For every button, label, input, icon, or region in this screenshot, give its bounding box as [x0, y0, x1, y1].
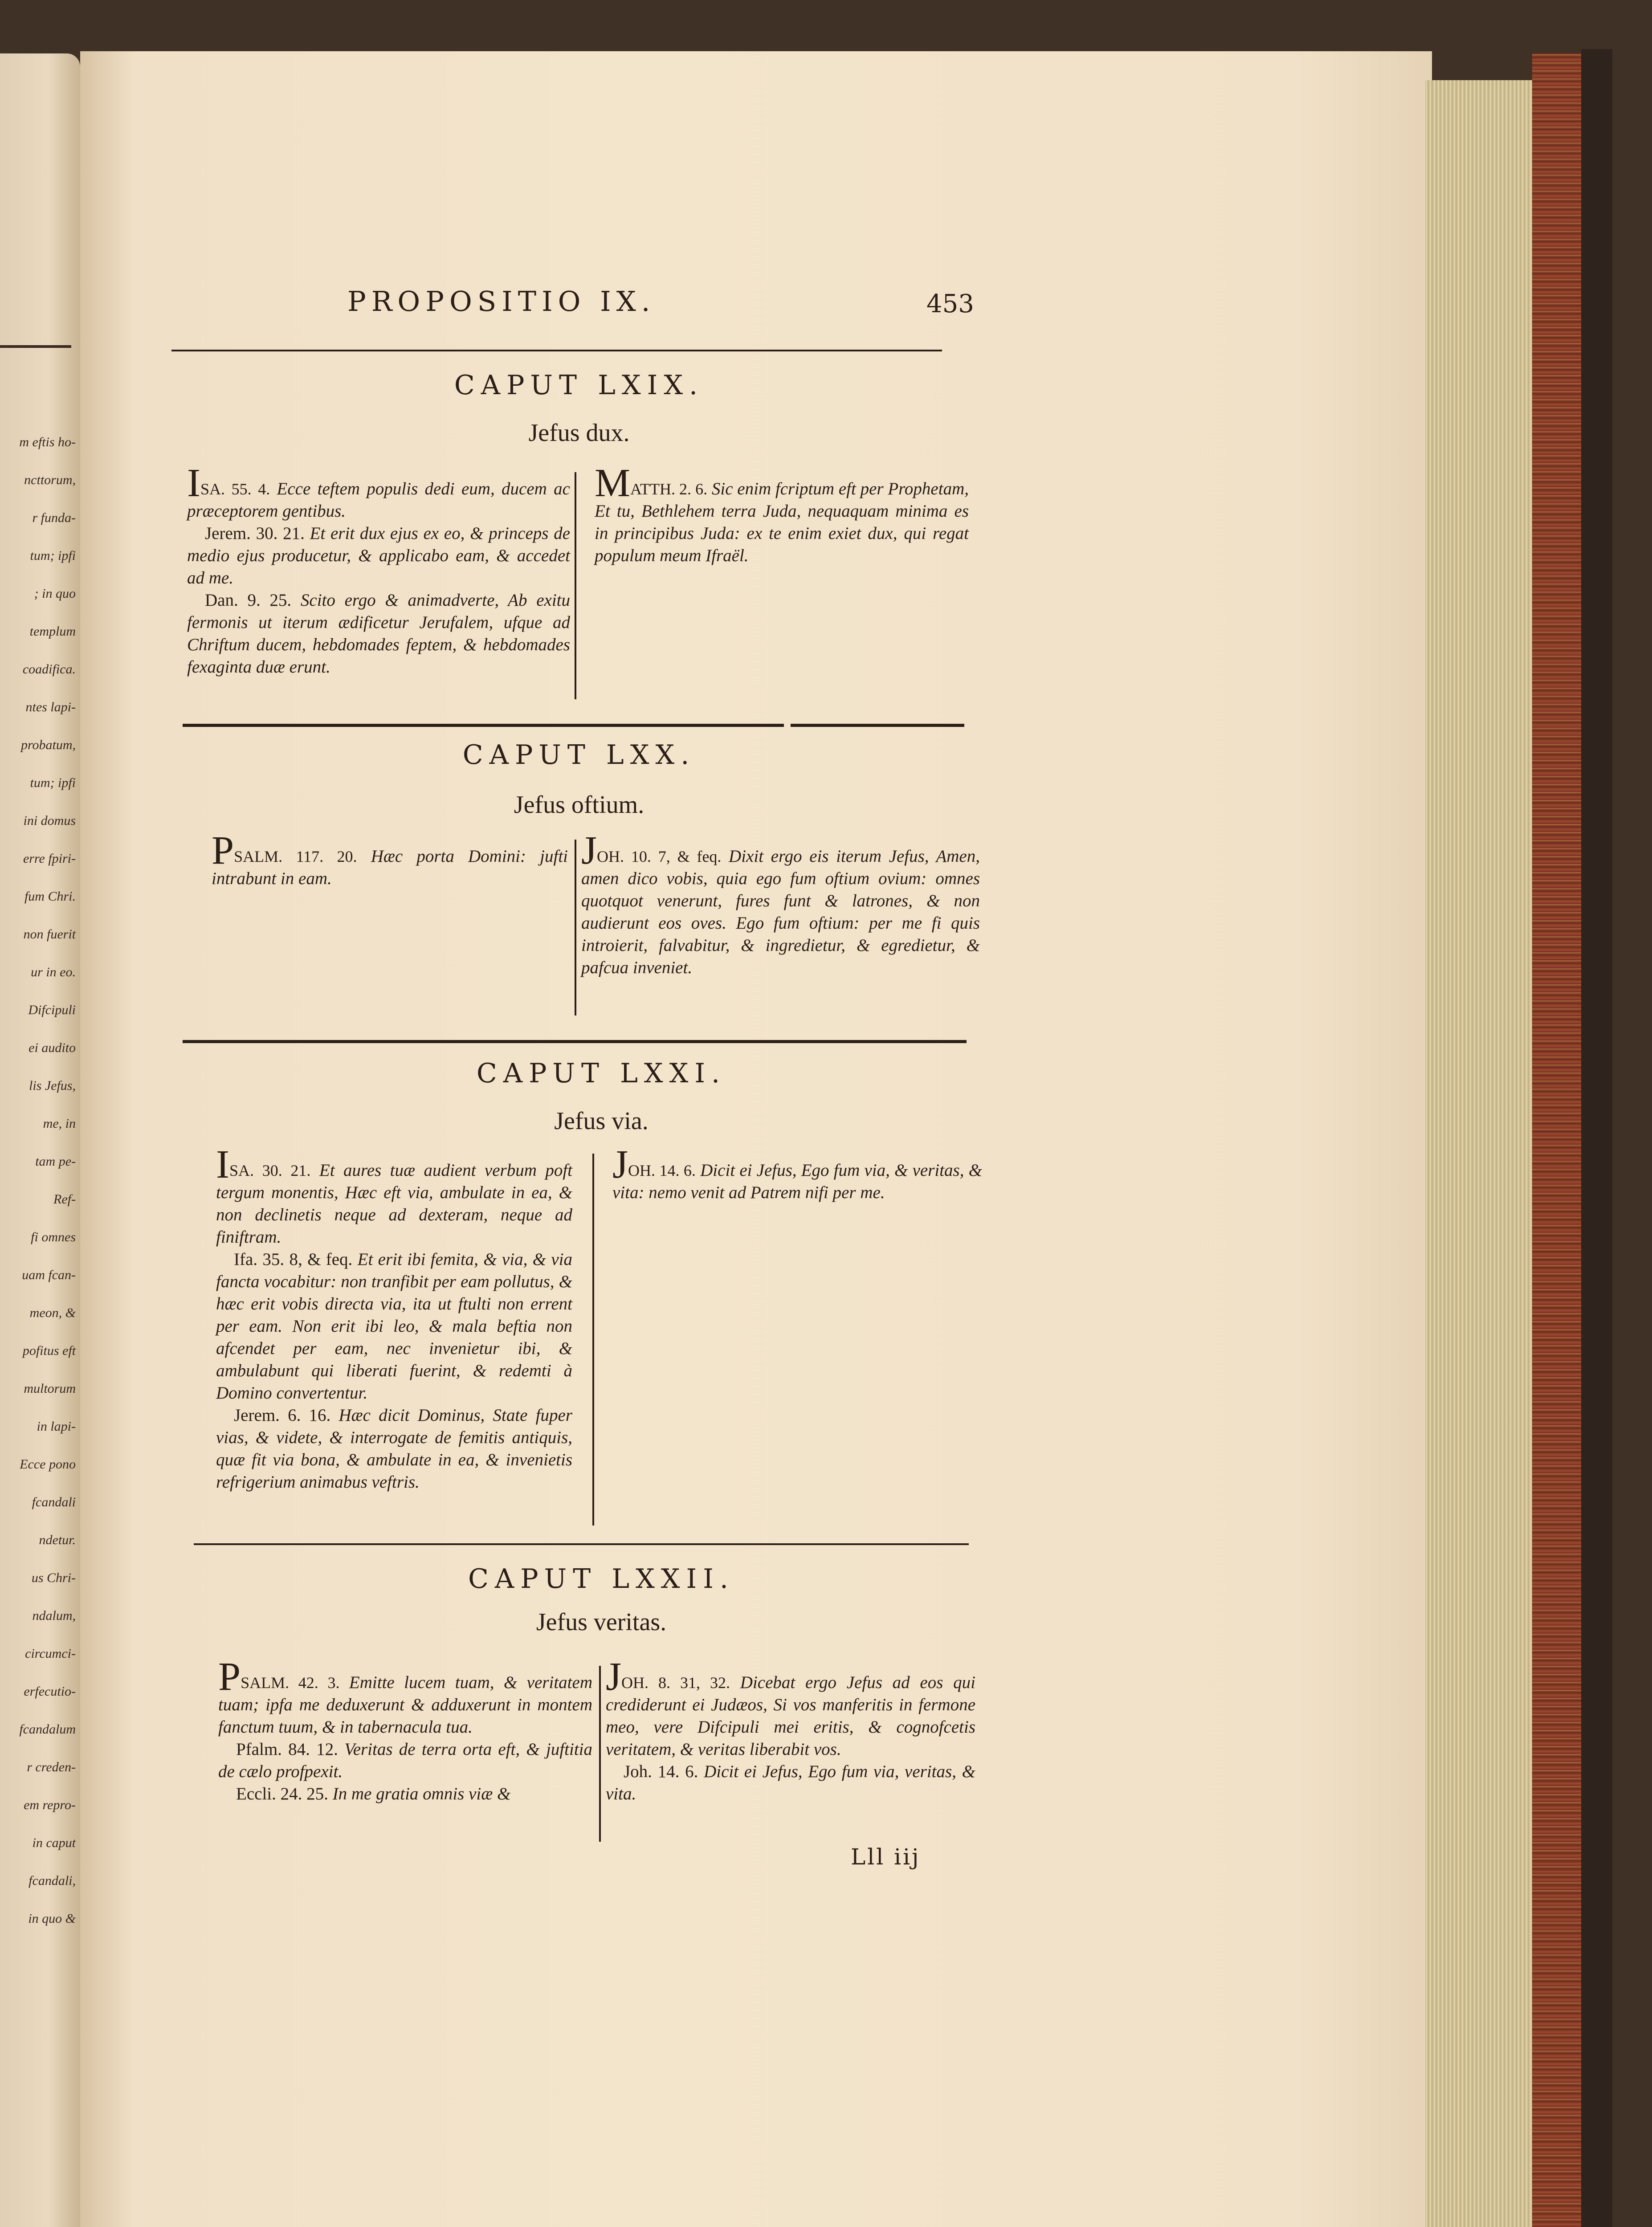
- verse-text: Ecce teftem populis dedi eum, ducem ac præceptorem gentibus.: [187, 479, 570, 521]
- margin-fragment: probatum,: [20, 738, 76, 752]
- caput-title: CAPUT LXX.: [462, 739, 696, 771]
- caput-subtitle: Jefus oftium.: [514, 791, 644, 819]
- verse-text: Scito ergo & animadverte, Ab exitu fermonis ut iterum ædificetur Jerufalem, ufque ad Chriftum ducem, hebdomades feptem, & hebdomades fexaginta duæ erunt.: [187, 591, 570, 677]
- verse-entry: [218, 1783, 592, 1805]
- drop-initial: I: [187, 461, 200, 505]
- margin-fragment: m eftis ho-: [19, 435, 76, 449]
- section-rule: [791, 724, 964, 727]
- drop-initial: M: [595, 461, 631, 505]
- margin-fragment: ntes lapi-: [25, 700, 76, 714]
- margin-fragment: in caput: [32, 1835, 76, 1850]
- margin-fragment: em repro-: [24, 1798, 76, 1812]
- margin-fragment: Ecce pono: [20, 1457, 76, 1472]
- verse-reference: Jerem. 6. 16.: [234, 1406, 331, 1425]
- verse-reference: OH. 10. 7, & feq.: [597, 848, 722, 865]
- verse-reference: Dan. 9. 25.: [205, 591, 292, 610]
- margin-fragment: tum; ipfi: [30, 775, 76, 790]
- margin-fragment: coadifica.: [22, 662, 76, 677]
- left-column: [216, 1142, 573, 1493]
- verse-text: Dicit ei Jefus, Ego fum via, & veritas, & vita: nemo venit ad Patrem nifi per me.: [612, 1161, 983, 1202]
- left-page-rule: [0, 345, 71, 348]
- page-number: 453: [926, 290, 974, 318]
- margin-fragment: me, in: [43, 1116, 76, 1131]
- verse-reference: Joh. 14. 6.: [624, 1762, 698, 1781]
- margin-fragment: tam pe-: [35, 1154, 76, 1169]
- margin-fragment: erfecutio-: [24, 1684, 76, 1699]
- caput-subtitle: Jefus via.: [554, 1107, 649, 1135]
- caput-subtitle: Jefus dux.: [528, 419, 630, 447]
- verse-text: Emitte lucem tuam, & veritatem tuam; ipfa me deduxerunt & adduxerunt in montem fanctum tuum, & in tabernacula tua.: [218, 1673, 592, 1737]
- left-column: [187, 461, 570, 678]
- verse-reference: OH. 14. 6.: [628, 1162, 696, 1179]
- margin-fragment: fcandalum: [19, 1722, 76, 1737]
- margin-fragment: ndetur.: [39, 1533, 76, 1547]
- margin-fragment: templum: [29, 624, 76, 639]
- left-page-edge: [0, 53, 80, 2227]
- verse-reference: Jerem. 30. 21.: [205, 524, 305, 543]
- caput-title: CAPUT LXXII.: [468, 1563, 734, 1595]
- right-column: [595, 461, 969, 567]
- margin-fragment: fcandali: [32, 1495, 76, 1509]
- drop-initial: J: [581, 828, 597, 873]
- book-cover-edge: [1532, 53, 1581, 2227]
- verse-reference: Eccli. 24. 25.: [236, 1784, 328, 1803]
- verse-reference: SALM. 117. 20.: [234, 848, 357, 865]
- verse-text: Hæc porta Domini: jufti intrabunt in eam.: [212, 847, 568, 888]
- verse-text: Et erit ibi femita, & via, & via fancta vocabitur: non tranfibit per eam pollutus, & hæc erit vobis directa via, ita ut ftulti non errent per eam. Non erit ibi leo, & mala beftia non afcendet per eam, nec invenietur ibi, & ambulabunt qui liberati fuerint, & redemti à Domino convertentur.: [216, 1250, 573, 1403]
- right-column: [606, 1655, 976, 1805]
- left-column: [212, 828, 568, 890]
- margin-fragment: fcandali,: [29, 1873, 76, 1888]
- margin-fragment: multorum: [24, 1381, 76, 1396]
- drop-initial: J: [612, 1142, 628, 1187]
- margin-fragment: non fuerit: [23, 927, 76, 942]
- section-rule: [183, 1040, 967, 1043]
- left-column: [218, 1655, 592, 1805]
- verse-text: Hæc dicit Dominus, State fuper vias, & videte, & interrogate de femitis antiquis, quæ fit via bona, & ambulate in ea, & invenietis refrigerium animabus veftris.: [216, 1406, 572, 1492]
- margin-fragment: fi omnes: [31, 1230, 76, 1244]
- caput-title: CAPUT LXXI.: [476, 1058, 726, 1089]
- verse-reference: SALM. 42. 3.: [241, 1674, 340, 1692]
- verse-entry: [606, 1761, 975, 1805]
- header-rule: [171, 350, 942, 351]
- verse-text: Dixit ergo eis iterum Jefus, Amen, amen dico vobis, quia ego fum oftium ovium: omnes quotquot venerunt, fures funt & latrones, & non audierunt eos oves. Ego fum oftium: per me fi quis introierit, falvabitur, & ingredietur, & egredietur, & pafcua inveniet.: [581, 847, 980, 977]
- verse-entry: [218, 1655, 592, 1738]
- verse-text: Et erit dux ejus ex eo, & princeps de medio ejus producetur, & applicabo eam, & accedet ad me.: [187, 524, 570, 587]
- margin-fragment: erre fpiri-: [23, 851, 76, 866]
- verse-text: In me gratia omnis viæ &: [328, 1784, 511, 1803]
- verse-entry: [612, 1142, 983, 1204]
- verse-text: Veritas de terra orta eft, & juftitia de cælo profpexit.: [218, 1740, 592, 1781]
- verse-entry: [606, 1655, 976, 1761]
- book-cover-rim: [1581, 49, 1612, 2227]
- signature-mark: Lll iij: [851, 1844, 921, 1870]
- drop-initial: I: [216, 1142, 229, 1187]
- verse-entry: [216, 1248, 572, 1404]
- page-block-edge: [1425, 80, 1541, 2227]
- section-rule: [183, 724, 784, 727]
- section-rule: [194, 1543, 969, 1545]
- margin-fragment: r creden-: [27, 1760, 76, 1774]
- verse-entry: [581, 828, 980, 979]
- margin-fragment: ur in eo.: [31, 965, 76, 979]
- verse-entry: [216, 1404, 572, 1493]
- margin-fragment: ei audito: [29, 1040, 76, 1055]
- verse-reference: ATTH. 2. 6.: [630, 480, 708, 498]
- margin-fragment: in quo &: [28, 1911, 76, 1926]
- right-column: [612, 1142, 983, 1204]
- drop-initial: J: [606, 1655, 622, 1699]
- margin-fragment: Difcipuli: [28, 1003, 76, 1017]
- margin-fragment: circumci-: [25, 1646, 76, 1661]
- verse-reference: SA. 30. 21.: [229, 1162, 311, 1179]
- column-divider: [599, 1666, 601, 1842]
- verse-entry: [216, 1142, 572, 1248]
- column-divider: [592, 1154, 594, 1525]
- margin-fragment: tum; ipfi: [30, 548, 76, 563]
- caput-title: CAPUT LXIX.: [454, 370, 704, 401]
- verse-entry: [218, 1738, 592, 1783]
- margin-fragment: r funda-: [32, 510, 76, 525]
- margin-fragment: pofitus eft: [22, 1343, 76, 1358]
- running-header: PROPOSITIO IX.: [347, 285, 656, 318]
- verse-reference: Pfalm. 84. 12.: [236, 1740, 338, 1759]
- verse-reference: Ifa. 35. 8, & feq.: [234, 1250, 353, 1269]
- right-column: [581, 828, 980, 979]
- margin-fragment: ncttorum,: [24, 473, 76, 487]
- verse-entry: [187, 461, 570, 522]
- verse-entry: [187, 522, 570, 589]
- verse-text: Sic enim fcriptum eft per Prophetam, Et tu, Bethlehem terra Juda, nequaquam minima es in principibus Juda: ex te enim exiet dux, qui regat populum meum Ifraël.: [595, 479, 969, 565]
- verse-text: Et aures tuæ audient verbum poft tergum monentis, Hæc eft via, ambulate in ea, & non declinetis neque ad dexteram, neque ad finiftram.: [216, 1161, 572, 1247]
- caput-subtitle: Jefus veritas.: [536, 1608, 667, 1636]
- margin-fragment: meon, &: [29, 1305, 76, 1320]
- verse-text: Dicebat ergo Jefus ad eos qui crediderunt ei Judæos, Si vos manferitis in fermone meo, vere Difcipuli mei eritis, & cognofcetis veritatem, & veritas liberabit vos.: [606, 1673, 976, 1759]
- margin-fragment: fum Chri.: [24, 889, 76, 904]
- margin-fragment: ; in quo: [34, 586, 76, 601]
- verse-reference: OH. 8. 31, 32.: [621, 1674, 730, 1692]
- verse-entry: [595, 461, 969, 567]
- drop-initial: P: [212, 828, 234, 873]
- margin-fragment: uam fcan-: [22, 1268, 76, 1282]
- column-divider: [575, 840, 576, 1016]
- margin-fragment: ini domus: [23, 813, 76, 828]
- verse-entry: [187, 589, 570, 678]
- verse-reference: SA. 55. 4.: [200, 480, 270, 498]
- verse-entry: [212, 828, 568, 890]
- column-divider: [575, 472, 576, 699]
- drop-initial: P: [218, 1655, 241, 1699]
- margin-fragment: ndalum,: [32, 1608, 76, 1623]
- margin-fragment: in lapi-: [37, 1419, 76, 1434]
- margin-fragment: lis Jefus,: [29, 1078, 76, 1093]
- margin-fragment: Ref-: [53, 1192, 76, 1207]
- margin-fragment: us Chri-: [31, 1570, 76, 1585]
- verse-text: Dicit ei Jefus, Ego fum via, veritas, & vita.: [606, 1762, 975, 1803]
